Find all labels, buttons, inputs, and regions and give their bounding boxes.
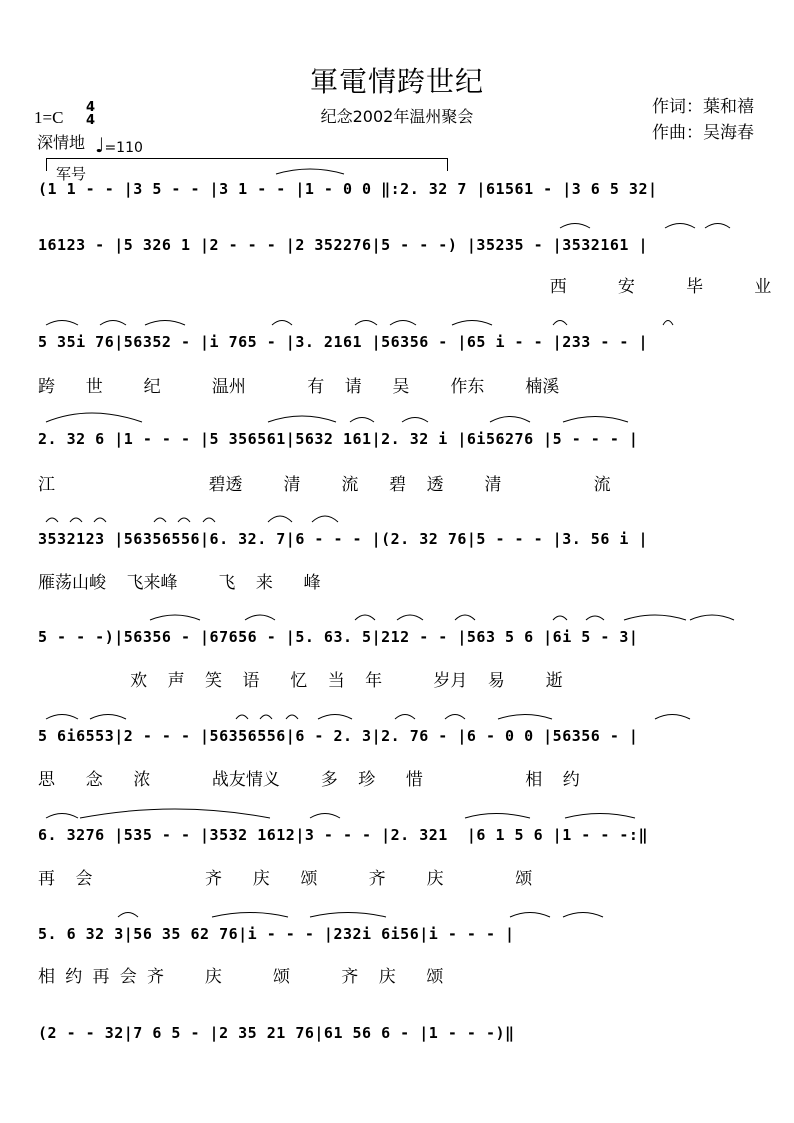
time-signature-top: 4 — [86, 100, 96, 115]
expression-mark: 深情地 — [37, 133, 86, 152]
lyric-row-9: 相 约 再 会 齐 庆 颂 齐 庆 颂 — [38, 967, 444, 987]
lyricist-credit: 作词：葉和禧 — [652, 97, 754, 117]
lyric-row-7: 思 念 浓 战友情义 多 珍 惜 相 约 — [38, 770, 580, 790]
notation-row-5: 3532123 |56356556|6. 32. 7|6 - - - |(2. 32 76|5 - - - |3. 56 i | — [38, 530, 648, 548]
volta-bracket — [46, 158, 448, 171]
notation-row-1: (1 1 - - |3 5 - - |3 1 - - |1 - 0 0 ‖:2. 32 7 |61561 - |3 6 5 32| — [38, 180, 658, 198]
notation-row-2: 16123 - |5 326 1 |2 - - - |2 352276|5 - - -) |35235 - |3532161 | — [38, 236, 648, 254]
time-signature-bottom: 4 — [86, 113, 96, 128]
notation-row-4: 2. 32 6 |1 - - - |5 356561|5632 161|2. 32 i |6i56276 |5 - - - | — [38, 430, 639, 448]
song-subtitle: 纪念2002年温州聚会 — [320, 107, 474, 126]
lyric-row-3: 跨 世 纪 温州 有 请 吴 作东 楠溪 — [38, 377, 560, 397]
lyric-row-2: 西 安 毕 业 — [38, 277, 772, 297]
notation-row-8: 6. 3276 |535 - - |3532 1612|3 - - - |2. 321 |6 1 5 6 |1 - - -:‖ — [38, 826, 648, 844]
composer-credit: 作曲：吴海春 — [652, 123, 754, 143]
song-title: 軍電情跨世纪 — [309, 65, 484, 98]
lyric-row-8: 再 会 齐 庆 颂 齐 庆 颂 — [38, 869, 533, 889]
tempo-value: =110 — [104, 140, 143, 156]
notation-row-10: (2 - - 32|7 6 5 - |2 35 21 76|61 56 6 - |1 - - -)‖ — [38, 1024, 515, 1042]
tempo-marking — [95, 133, 143, 157]
lyric-row-4: 江 碧透 清 流 碧 透 清 流 — [38, 475, 611, 495]
lyric-row-5: 雁荡山峻 飞来峰 飞 来 峰 — [38, 573, 321, 593]
notation-row-7: 5 6i6553|2 - - - |56356556|6 - 2. 3|2. 76 - |6 - 0 0 |56356 - | — [38, 727, 639, 745]
lyric-row-6: 欢 声 笑 语 忆 当 年 岁月 易 逝 — [38, 671, 563, 691]
time-signature — [86, 101, 95, 127]
notation-row-6: 5 - - -)|56356 - |67656 - |5. 63. 5|212 - - |563 5 6 |6i 5 - 3| — [38, 628, 639, 646]
quarter-note-icon: ♩ — [95, 133, 105, 157]
key-signature: 1=C — [34, 108, 64, 127]
notation-row-9: 5. 6 32 3|56 35 62 76|i - - - |232i 6i56|i - - - | — [38, 925, 515, 943]
volta-label: 军号 — [56, 165, 87, 183]
notation-row-3: 5 35i 76|56352 - |i 765 - |3. 2161 |56356 - |65 i - - |233 - - | — [38, 333, 648, 351]
